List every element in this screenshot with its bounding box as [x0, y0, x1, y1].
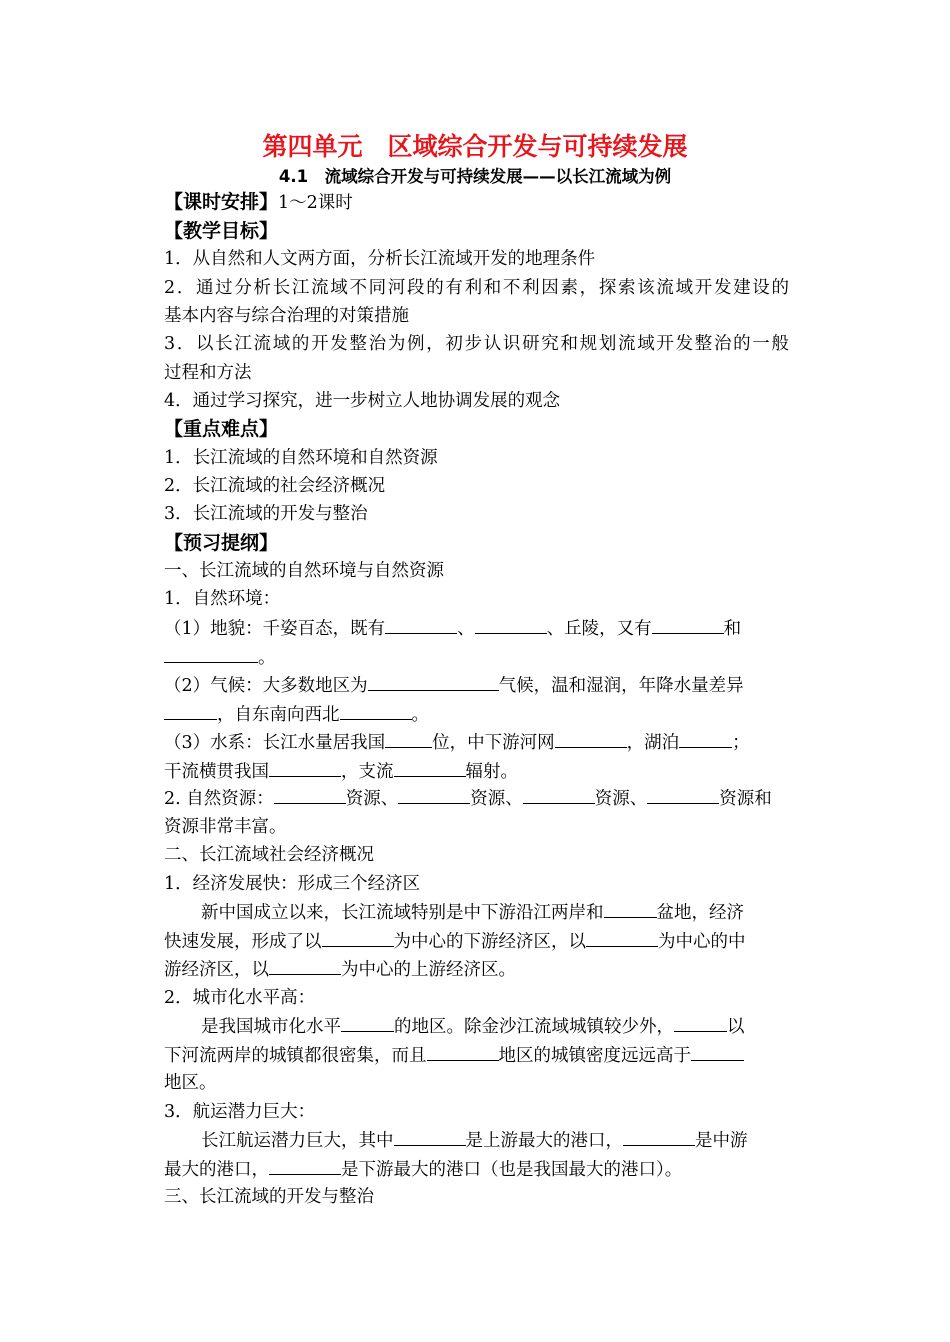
- blank-field[interactable]: [385, 616, 457, 634]
- water-line-2: [164, 759, 789, 784]
- climate-line-2: [164, 702, 789, 727]
- text-seg: 位，中下游河网: [432, 733, 555, 753]
- text-seg: 是中游: [695, 1131, 748, 1151]
- water-line: [164, 730, 789, 755]
- text-seg: 资源和: [719, 789, 772, 809]
- blank-field[interactable]: [623, 1128, 695, 1146]
- section-2-1: 1．经济发展快：形成三个经济区: [164, 874, 421, 894]
- lesson-subtitle: 4.1 流域综合开发与可持续发展——以长江流域为例: [278, 167, 672, 186]
- text-seg: 干流横贯我国: [164, 762, 269, 782]
- text-seg: 是上游最大的港口，: [465, 1131, 623, 1151]
- blank-field[interactable]: [394, 759, 466, 777]
- blank-field[interactable]: [586, 929, 658, 947]
- text-seg: 的地区。除金沙江流域城镇较少外，: [394, 1017, 674, 1037]
- text-seg: 最大的港口，: [164, 1160, 269, 1180]
- text-seg: 游经济区，以: [164, 960, 269, 980]
- text-seg: 长江航运潜力巨大，其中: [201, 1131, 394, 1151]
- blank-field[interactable]: [427, 1043, 499, 1061]
- text-seg: 。: [258, 648, 276, 668]
- section-1-1: 1．自然环境：: [164, 589, 281, 609]
- goal-2-cont: 基本内容与综合治理的对策措施: [164, 306, 409, 326]
- blank-field[interactable]: [674, 1014, 727, 1032]
- econ-line-1: [164, 900, 789, 925]
- section-3-heading: 三、长江流域的开发与整治: [164, 1187, 374, 1207]
- text-seg: 是下游最大的港口（也是我国最大的港口）。: [341, 1160, 683, 1180]
- text-seg: 、丘陵，又有: [546, 619, 652, 639]
- text-seg: 和: [723, 619, 742, 639]
- climate-line: [164, 673, 789, 698]
- blank-field[interactable]: [555, 730, 627, 748]
- text-seg: ；: [732, 733, 750, 753]
- urban-line-1: [164, 1014, 789, 1039]
- text-seg: 以: [727, 1017, 745, 1037]
- key-heading: 【重点难点】: [164, 418, 279, 440]
- text-seg: （1）地貌：千姿百态，既有: [164, 619, 386, 639]
- blank-field[interactable]: [691, 1043, 744, 1061]
- blank-field[interactable]: [164, 702, 217, 720]
- blank-field[interactable]: [274, 786, 346, 804]
- blank-field[interactable]: [385, 730, 432, 748]
- blank-field[interactable]: [322, 929, 394, 947]
- goal-2: 2．通过分析长江流域不同河段的有利和不利因素，探索该流域开发建设的: [164, 278, 789, 298]
- resources-line-2: 资源非常丰富。: [164, 817, 287, 837]
- schedule-heading: [164, 189, 353, 216]
- text-seg: 资源、: [594, 789, 648, 809]
- blank-field[interactable]: [269, 957, 341, 975]
- econ-line-3: [164, 957, 789, 982]
- text-seg: 。: [411, 705, 429, 725]
- key-point-3: 3．长江流域的开发与整治: [164, 504, 368, 524]
- urban-line-2: [164, 1043, 789, 1068]
- text-seg: ，自东南向西北: [217, 705, 340, 725]
- text-seg: （2）气候：大多数地区为: [164, 676, 368, 696]
- section-2-3: 3．航运潜力巨大：: [164, 1102, 316, 1122]
- goal-4: 4．通过学习探究，进一步树立人地协调发展的观念: [164, 391, 561, 411]
- blank-field[interactable]: [398, 786, 470, 804]
- text-seg: 为中心的中: [658, 932, 746, 952]
- text-seg: 盆地，经济: [656, 903, 744, 923]
- blank-field[interactable]: [340, 702, 412, 720]
- urban-line-3: 地区。: [164, 1073, 217, 1093]
- resources-line: [164, 786, 789, 811]
- blank-field[interactable]: [269, 759, 341, 777]
- schedule-value: 1～2课时: [278, 193, 353, 213]
- blank-field[interactable]: [164, 645, 258, 663]
- ship-line-2: [164, 1157, 789, 1182]
- text-seg: 下河流两岸的城镇都很密集，而且: [164, 1046, 427, 1066]
- text-seg: 为中心的下游经济区，以: [393, 932, 586, 952]
- unit-title: 第四单元 区域综合开发与可持续发展: [262, 132, 688, 161]
- blank-field[interactable]: [341, 1014, 394, 1032]
- text-seg: 快速发展，形成了以: [164, 932, 322, 952]
- text-seg: 辐射。: [465, 762, 518, 782]
- section-2-heading: 二、长江流域社会经济概况: [164, 845, 374, 865]
- blank-field[interactable]: [368, 673, 499, 691]
- key-point-1: 1．长江流域的自然环境和自然资源: [164, 448, 438, 468]
- text-seg: 资源、: [470, 789, 523, 809]
- text-seg: 资源、: [345, 789, 399, 809]
- outline-heading: 【预习提纲】: [164, 532, 279, 554]
- section-1-heading: 一、长江流域的自然环境与自然资源: [164, 561, 444, 581]
- blank-field[interactable]: [647, 786, 719, 804]
- text-seg: 地区的城镇密度远远高于: [498, 1046, 691, 1066]
- blank-field[interactable]: [394, 1128, 466, 1146]
- text-seg: 新中国成立以来，长江流域特别是中下游沿江两岸和: [201, 903, 604, 923]
- schedule-heading-label: 【课时安排】: [164, 191, 279, 213]
- blank-field[interactable]: [679, 730, 732, 748]
- blank-field[interactable]: [475, 616, 547, 634]
- blank-field[interactable]: [269, 1157, 341, 1175]
- blank-field[interactable]: [652, 616, 724, 634]
- text-seg: 为中心的上游经济区。: [341, 960, 516, 980]
- ship-line-1: [164, 1128, 789, 1153]
- landform-line-2: [164, 645, 789, 670]
- text-seg: ，湖泊: [626, 733, 680, 753]
- text-seg: 气候，温和湿润，年降水量差异: [498, 676, 744, 696]
- blank-field[interactable]: [604, 900, 657, 918]
- econ-line-2: [164, 929, 789, 954]
- text-seg: ，支流: [341, 762, 394, 782]
- text-seg: （3）水系：长江水量居我国: [164, 733, 386, 753]
- goal-3: 3．以长江流域的开发整治为例，初步认识研究和规划流域开发整治的一般: [164, 334, 789, 354]
- goal-1: 1．从自然和人文两方面，分析长江流域开发的地理条件: [164, 249, 596, 269]
- key-point-2: 2．长江流域的社会经济概况: [164, 476, 386, 496]
- goal-3-cont: 过程和方法: [164, 363, 252, 383]
- landform-line: [164, 616, 789, 641]
- blank-field[interactable]: [523, 786, 595, 804]
- text-seg: 、: [457, 619, 475, 639]
- goals-heading: 【教学目标】: [164, 220, 279, 242]
- text-seg: 是我国城市化水平: [201, 1017, 341, 1037]
- section-2-2: 2．城市化水平高：: [164, 988, 316, 1008]
- text-seg: 2. 自然资源：: [164, 789, 274, 809]
